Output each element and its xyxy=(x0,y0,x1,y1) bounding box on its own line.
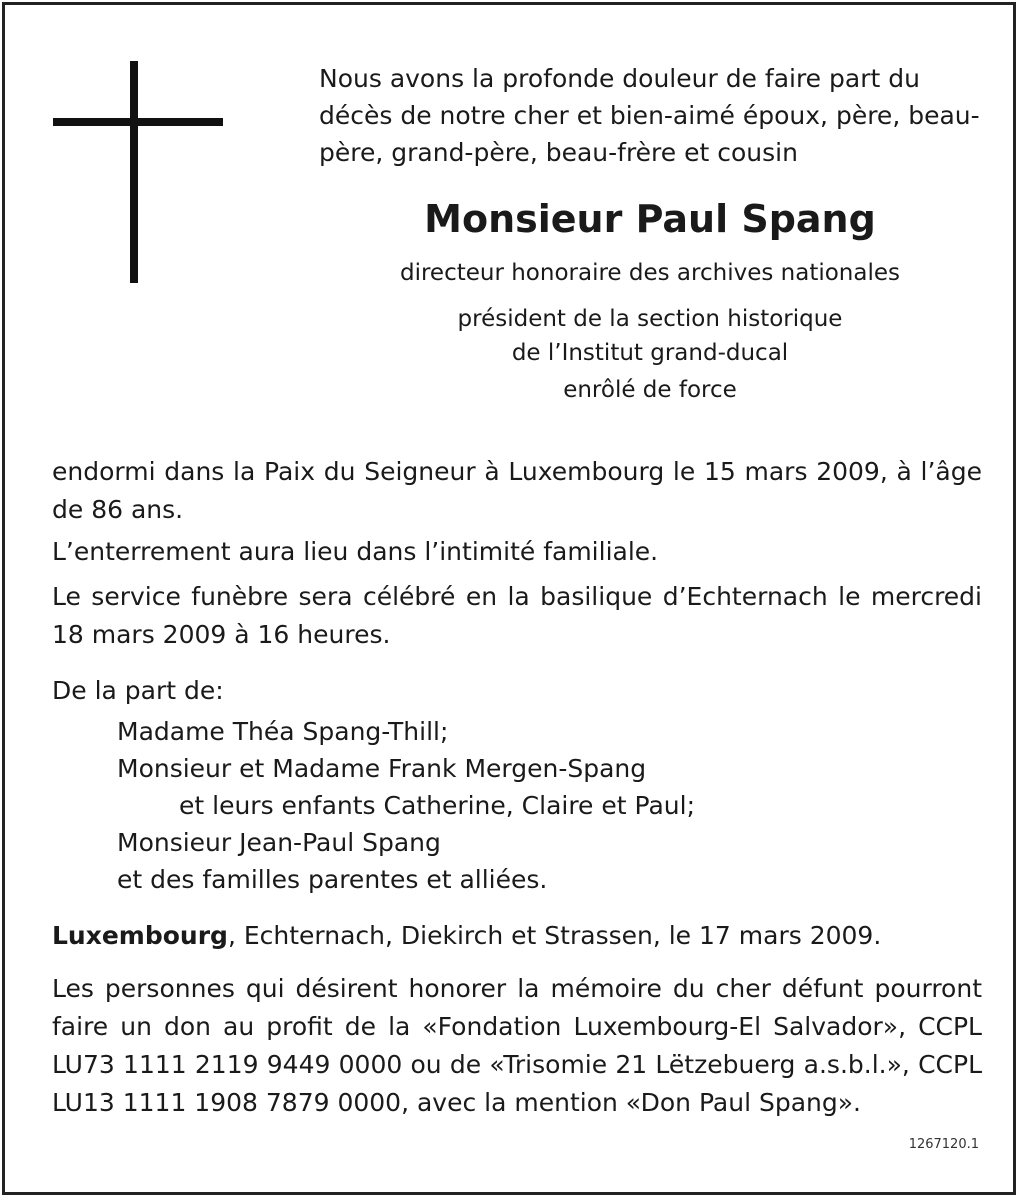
title-lines-2-3 xyxy=(305,302,995,370)
place-date-line xyxy=(52,917,982,955)
obituary-notice xyxy=(2,2,1016,1195)
donation-paragraph: Les personnes qui désirent honorer la mémoire du cher défunt pourront faire un don au profit de la «Fondation Luxembourg-El Salvador», CCPL LU73 1111 2119 9449 0000 ou de «Trisomie 21 Lëtzebuerg a.s.b.l.», CCPL LU13 1111 1908 7879 0000, avec la mention «Don Paul Spang». xyxy=(52,974,982,1117)
list-item: et leurs enfants Catherine, Claire et Paul; xyxy=(179,791,696,820)
title-line-1: directeur honoraire des archives nationales xyxy=(399,260,900,286)
list-item: Madame Théa Spang-Thill; xyxy=(117,717,449,746)
title-line-4: enrôlé de force xyxy=(563,377,737,403)
death-paragraph: endormi dans la Paix du Seigneur à Luxembourg le 15 mars 2009, à l’âge de 86 ans. xyxy=(52,457,982,524)
from-label: De la part de: xyxy=(52,676,224,705)
place-city: Luxembourg xyxy=(52,921,228,950)
service-paragraph: Le service funèbre sera célébré en la basilique d’Echternach le mercredi 18 mars 2009 à 16 heures. xyxy=(52,582,982,649)
list-item: Monsieur Jean-Paul Spang xyxy=(117,828,441,857)
cross-icon xyxy=(130,61,138,283)
family-list xyxy=(117,713,695,898)
list-item: Monsieur et Madame Frank Mergen-Spang xyxy=(117,754,647,783)
title-line-2: président de la section historique xyxy=(457,306,843,332)
burial-paragraph: L’enterrement aura lieu dans l’intimité familiale. xyxy=(52,537,659,566)
deceased-name: Monsieur Paul Spang xyxy=(424,197,876,241)
reference-number: 1267120.1 xyxy=(908,1137,979,1152)
title-line-3: de l’Institut grand-ducal xyxy=(511,340,789,366)
list-item: et des familles parentes et alliées. xyxy=(117,865,548,894)
place-rest: , Echternach, Diekirch et Strassen, le 17 mars 2009. xyxy=(227,921,882,950)
intro-text: Nous avons la profonde douleur de faire part du décès de notre cher et bien-aimé époux, père, beau-père, grand-père, beau-frère et cousin xyxy=(319,64,980,167)
cross-icon-bar xyxy=(53,118,223,126)
